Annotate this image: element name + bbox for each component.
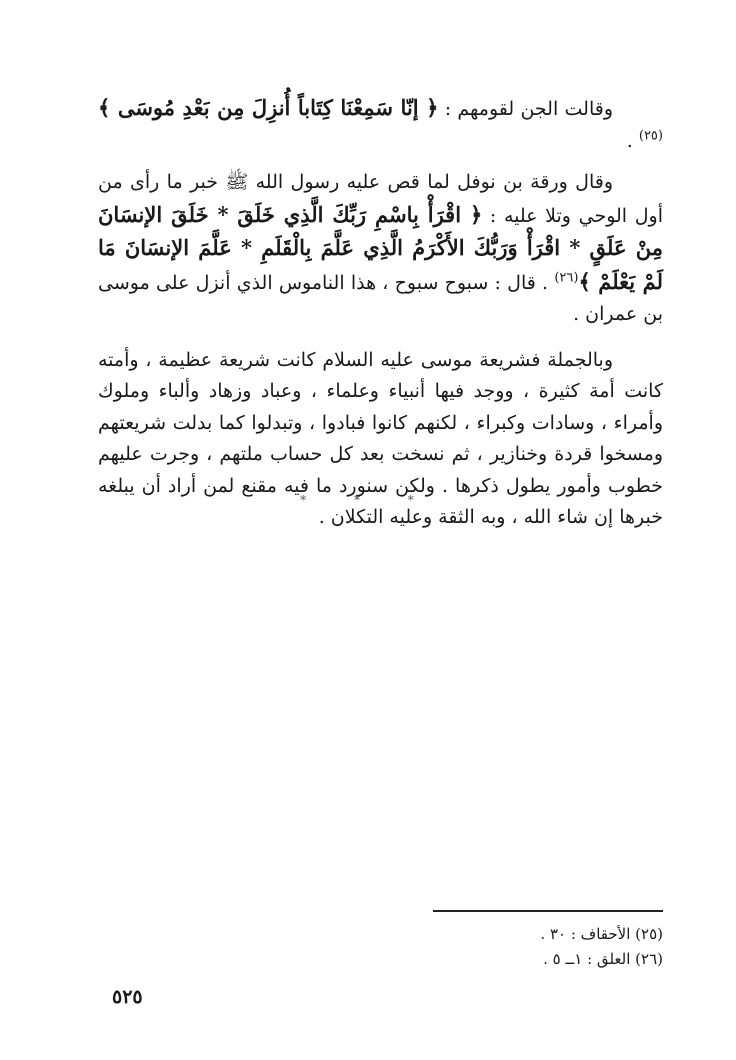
footnote-ref-26[interactable]: (٢٦): [554, 270, 579, 286]
main-text: [98, 92, 663, 534]
paragraph-1-quran-verse: ﴿ إنّا سَمِعْنَا كِتَاباً أُنزِلَ مِن بَعْدِ مُوسَى ﴾: [98, 95, 439, 120]
footnote-divider: [433, 910, 663, 912]
paragraph-1-tail: .: [626, 129, 639, 152]
footnote-25: (٢٥) الأحقاف : ٣٠ .: [540, 925, 663, 943]
footnote-26: (٢٦) العلق : ١ــ ٥ .: [543, 950, 663, 968]
paragraph-3-text: وبالجملة فشريعة موسى عليه السلام كانت شريعة عظيمة ، وأمته كانت أمة كثيرة ، ووجد فيها أنبياء وعلماء ، وعباد وزهاد وألباء وملوك وأمراء ، وسادات وكبراء ، لكنهم كانوا فبادوا ، وتبدلوا كما بدلت شريعتهم ومسخوا قردة وخنازير ، ثم نسخت بعد كل حساب ملتهم ، وجرت عليهم خطوب وأمور يطول ذكرها . ولكن سنورد ما فيه مقنع لمن أراد أن يبلغه خبرها إن شاء الله ، وبه الثقة وعليه التكلان .: [98, 348, 663, 528]
paragraph-2-tail: . قال : سبوح سبوح ، هذا الناموس الذي أنزل على موسى بن عمران .: [98, 271, 663, 325]
paragraph-2-quran-verse: ﴿ اقْرَأْ بِاسْمِ رَبِّكَ الَّذِي خَلَقَ * خَلَقَ الإنسَانَ مِنْ عَلَقٍ * اقْرَأْ وَرَبُّكَ الأَكْرَمُ الَّذِي عَلَّمَ بِالْقَلَمِ * عَلَّمَ الإنسَانَ مَا لَمْ يَعْلَمْ ﴾: [98, 201, 663, 294]
footnotes: [380, 922, 663, 972]
footnote-ref-25[interactable]: (٢٥): [638, 128, 663, 144]
paragraph-1-text: وقالت الجن لقومهم :: [438, 98, 613, 120]
paragraph-2: [98, 167, 663, 331]
paragraph-1: [98, 92, 663, 157]
paragraph-2-text: وقال ورقة بن نوفل لما قص عليه رسول الله ﷺ خبر ما رأى من أول الوحي وتلا عليه :: [98, 171, 663, 227]
page-number: ٥٢٥: [112, 986, 143, 1008]
section-separator: * * *: [300, 493, 436, 507]
